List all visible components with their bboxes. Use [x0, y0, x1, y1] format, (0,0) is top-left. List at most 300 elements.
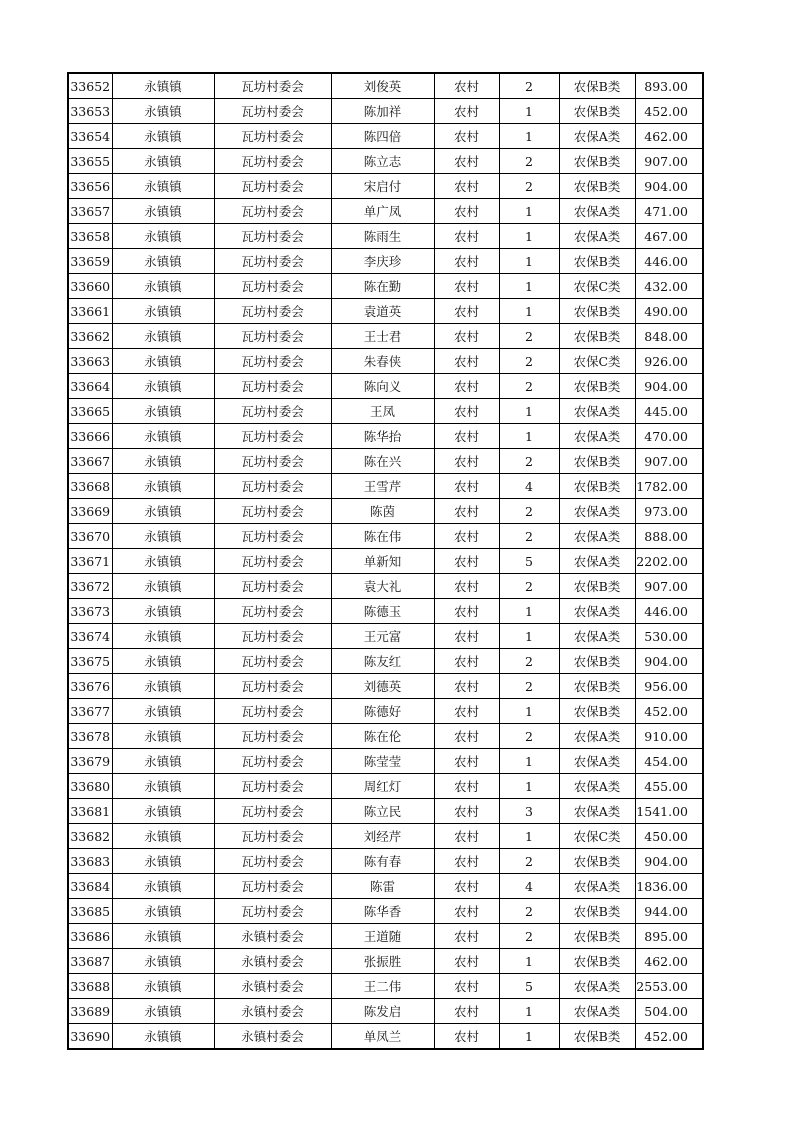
- cell-type: 农村: [434, 449, 499, 474]
- table-row: [68, 699, 703, 724]
- cell-category: 农保A类: [559, 799, 635, 824]
- table-row: [68, 574, 703, 599]
- cell-id: 33684: [68, 874, 112, 899]
- cell-name: 宋启付: [331, 174, 434, 199]
- table-row: [68, 424, 703, 449]
- cell-id: 33665: [68, 399, 112, 424]
- cell-type: 农村: [434, 299, 499, 324]
- cell-count: 3: [499, 799, 559, 824]
- cell-village: 瓦坊村委会: [214, 174, 331, 199]
- cell-town: 永镇镇: [112, 749, 214, 774]
- cell-count: 1: [499, 774, 559, 799]
- cell-name: 陈发启: [331, 999, 434, 1024]
- cell-type: 农村: [434, 899, 499, 924]
- cell-name: 陈友红: [331, 649, 434, 674]
- cell-village: 瓦坊村委会: [214, 724, 331, 749]
- table-row: [68, 349, 703, 374]
- cell-category: 农保B类: [559, 174, 635, 199]
- cell-count: 1: [499, 699, 559, 724]
- cell-category: 农保A类: [559, 549, 635, 574]
- cell-id: 33675: [68, 649, 112, 674]
- cell-type: 农村: [434, 849, 499, 874]
- cell-count: 1: [499, 424, 559, 449]
- cell-town: 永镇镇: [112, 599, 214, 624]
- cell-village: 瓦坊村委会: [214, 149, 331, 174]
- cell-id: 33687: [68, 949, 112, 974]
- cell-village: 瓦坊村委会: [214, 874, 331, 899]
- cell-village: 瓦坊村委会: [214, 649, 331, 674]
- cell-village: 瓦坊村委会: [214, 349, 331, 374]
- table-row: [68, 224, 703, 249]
- cell-category: 农保A类: [559, 499, 635, 524]
- cell-id: 33652: [68, 73, 112, 99]
- cell-category: 农保B类: [559, 249, 635, 274]
- cell-amount: 926.00: [635, 349, 703, 374]
- cell-type: 农村: [434, 949, 499, 974]
- cell-town: 永镇镇: [112, 1024, 214, 1050]
- cell-amount: 904.00: [635, 174, 703, 199]
- cell-count: 2: [499, 174, 559, 199]
- table-row: [68, 749, 703, 774]
- table-row: [68, 599, 703, 624]
- cell-count: 2: [499, 724, 559, 749]
- cell-town: 永镇镇: [112, 449, 214, 474]
- cell-village: 瓦坊村委会: [214, 824, 331, 849]
- cell-category: 农保A类: [559, 874, 635, 899]
- cell-amount: 470.00: [635, 424, 703, 449]
- cell-village: 瓦坊村委会: [214, 499, 331, 524]
- cell-category: 农保A类: [559, 999, 635, 1024]
- cell-amount: 454.00: [635, 749, 703, 774]
- cell-count: 2: [499, 674, 559, 699]
- cell-amount: 432.00: [635, 274, 703, 299]
- table-row: [68, 824, 703, 849]
- cell-id: 33662: [68, 324, 112, 349]
- cell-count: 2: [499, 73, 559, 99]
- cell-amount: 956.00: [635, 674, 703, 699]
- cell-type: 农村: [434, 124, 499, 149]
- cell-category: 农保B类: [559, 324, 635, 349]
- cell-village: 永镇村委会: [214, 949, 331, 974]
- cell-name: 张振胜: [331, 949, 434, 974]
- cell-count: 2: [499, 349, 559, 374]
- cell-amount: 907.00: [635, 449, 703, 474]
- cell-village: 瓦坊村委会: [214, 224, 331, 249]
- table-row: [68, 499, 703, 524]
- table-row: [68, 324, 703, 349]
- cell-count: 2: [499, 324, 559, 349]
- cell-category: 农保A类: [559, 224, 635, 249]
- cell-village: 瓦坊村委会: [214, 449, 331, 474]
- cell-id: 33659: [68, 249, 112, 274]
- cell-name: 朱春侠: [331, 349, 434, 374]
- table-row: [68, 249, 703, 274]
- cell-name: 陈在伟: [331, 524, 434, 549]
- cell-amount: 446.00: [635, 249, 703, 274]
- cell-id: 33672: [68, 574, 112, 599]
- cell-type: 农村: [434, 524, 499, 549]
- table-row: [68, 924, 703, 949]
- cell-town: 永镇镇: [112, 299, 214, 324]
- cell-town: 永镇镇: [112, 799, 214, 824]
- cell-id: 33670: [68, 524, 112, 549]
- cell-id: 33661: [68, 299, 112, 324]
- cell-category: 农保A类: [559, 724, 635, 749]
- cell-type: 农村: [434, 374, 499, 399]
- cell-amount: 2553.00: [635, 974, 703, 999]
- cell-town: 永镇镇: [112, 924, 214, 949]
- cell-id: 33688: [68, 974, 112, 999]
- cell-amount: 452.00: [635, 1024, 703, 1050]
- cell-type: 农村: [434, 624, 499, 649]
- cell-type: 农村: [434, 474, 499, 499]
- cell-town: 永镇镇: [112, 174, 214, 199]
- cell-id: 33669: [68, 499, 112, 524]
- cell-town: 永镇镇: [112, 374, 214, 399]
- cell-count: 1: [499, 824, 559, 849]
- cell-count: 1: [499, 624, 559, 649]
- cell-id: 33673: [68, 599, 112, 624]
- cell-amount: 910.00: [635, 724, 703, 749]
- cell-type: 农村: [434, 549, 499, 574]
- cell-name: 陈德好: [331, 699, 434, 724]
- cell-type: 农村: [434, 99, 499, 124]
- cell-name: 陈立民: [331, 799, 434, 824]
- cell-count: 1: [499, 399, 559, 424]
- cell-village: 永镇村委会: [214, 1024, 331, 1050]
- cell-count: 2: [499, 924, 559, 949]
- cell-town: 永镇镇: [112, 999, 214, 1024]
- cell-category: 农保A类: [559, 774, 635, 799]
- cell-town: 永镇镇: [112, 474, 214, 499]
- table-row: [68, 374, 703, 399]
- cell-id: 33682: [68, 824, 112, 849]
- cell-name: 刘经芹: [331, 824, 434, 849]
- table-row: [68, 549, 703, 574]
- table-row: [68, 849, 703, 874]
- cell-amount: 455.00: [635, 774, 703, 799]
- cell-category: 农保B类: [559, 99, 635, 124]
- cell-name: 陈有春: [331, 849, 434, 874]
- cell-name: 陈德玉: [331, 599, 434, 624]
- cell-type: 农村: [434, 274, 499, 299]
- cell-town: 永镇镇: [112, 874, 214, 899]
- cell-id: 33686: [68, 924, 112, 949]
- cell-id: 33678: [68, 724, 112, 749]
- cell-id: 33654: [68, 124, 112, 149]
- cell-category: 农保A类: [559, 599, 635, 624]
- cell-id: 33666: [68, 424, 112, 449]
- cell-count: 2: [499, 849, 559, 874]
- cell-category: 农保A类: [559, 624, 635, 649]
- table-row: [68, 774, 703, 799]
- cell-name: 陈莹莹: [331, 749, 434, 774]
- cell-type: 农村: [434, 149, 499, 174]
- table-row: [68, 99, 703, 124]
- cell-count: 5: [499, 549, 559, 574]
- table-row: [68, 799, 703, 824]
- cell-name: 单广凤: [331, 199, 434, 224]
- table-row: [68, 299, 703, 324]
- cell-village: 瓦坊村委会: [214, 249, 331, 274]
- cell-village: 永镇村委会: [214, 999, 331, 1024]
- cell-amount: 450.00: [635, 824, 703, 849]
- cell-amount: 907.00: [635, 574, 703, 599]
- cell-name: 陈雨生: [331, 224, 434, 249]
- cell-name: 陈立志: [331, 149, 434, 174]
- cell-town: 永镇镇: [112, 99, 214, 124]
- cell-id: 33679: [68, 749, 112, 774]
- cell-name: 陈茵: [331, 499, 434, 524]
- cell-town: 永镇镇: [112, 524, 214, 549]
- cell-category: 农保C类: [559, 824, 635, 849]
- cell-town: 永镇镇: [112, 73, 214, 99]
- table-row: [68, 624, 703, 649]
- table-row: [68, 874, 703, 899]
- cell-town: 永镇镇: [112, 199, 214, 224]
- cell-town: 永镇镇: [112, 699, 214, 724]
- cell-name: 刘德英: [331, 674, 434, 699]
- cell-type: 农村: [434, 774, 499, 799]
- table-row: [68, 174, 703, 199]
- table-row: [68, 524, 703, 549]
- cell-name: 陈在伦: [331, 724, 434, 749]
- cell-town: 永镇镇: [112, 949, 214, 974]
- cell-amount: 504.00: [635, 999, 703, 1024]
- cell-category: 农保A类: [559, 399, 635, 424]
- cell-category: 农保C类: [559, 274, 635, 299]
- cell-village: 永镇村委会: [214, 974, 331, 999]
- cell-id: 33690: [68, 1024, 112, 1050]
- cell-type: 农村: [434, 599, 499, 624]
- cell-amount: 888.00: [635, 524, 703, 549]
- cell-village: 瓦坊村委会: [214, 674, 331, 699]
- cell-name: 陈在勤: [331, 274, 434, 299]
- cell-village: 瓦坊村委会: [214, 99, 331, 124]
- cell-amount: 893.00: [635, 73, 703, 99]
- cell-count: 1: [499, 949, 559, 974]
- cell-category: 农保B类: [559, 299, 635, 324]
- cell-amount: 530.00: [635, 624, 703, 649]
- cell-amount: 904.00: [635, 374, 703, 399]
- table-row: [68, 649, 703, 674]
- cell-town: 永镇镇: [112, 124, 214, 149]
- cell-amount: 490.00: [635, 299, 703, 324]
- table-row: [68, 474, 703, 499]
- cell-name: 陈加祥: [331, 99, 434, 124]
- cell-category: 农保B类: [559, 1024, 635, 1050]
- cell-town: 永镇镇: [112, 424, 214, 449]
- cell-town: 永镇镇: [112, 349, 214, 374]
- cell-village: 瓦坊村委会: [214, 899, 331, 924]
- cell-village: 瓦坊村委会: [214, 749, 331, 774]
- cell-name: 单新知: [331, 549, 434, 574]
- cell-type: 农村: [434, 574, 499, 599]
- cell-town: 永镇镇: [112, 899, 214, 924]
- cell-type: 农村: [434, 649, 499, 674]
- cell-category: 农保B类: [559, 649, 635, 674]
- cell-name: 王道随: [331, 924, 434, 949]
- cell-id: 33685: [68, 899, 112, 924]
- cell-type: 农村: [434, 674, 499, 699]
- cell-amount: 907.00: [635, 149, 703, 174]
- cell-village: 瓦坊村委会: [214, 699, 331, 724]
- cell-id: 33683: [68, 849, 112, 874]
- cell-type: 农村: [434, 824, 499, 849]
- cell-count: 2: [499, 374, 559, 399]
- cell-village: 瓦坊村委会: [214, 574, 331, 599]
- cell-village: 瓦坊村委会: [214, 599, 331, 624]
- cell-village: 永镇村委会: [214, 924, 331, 949]
- cell-amount: 944.00: [635, 899, 703, 924]
- cell-count: 1: [499, 124, 559, 149]
- cell-name: 单凤兰: [331, 1024, 434, 1050]
- cell-category: 农保A类: [559, 199, 635, 224]
- cell-type: 农村: [434, 749, 499, 774]
- cell-village: 瓦坊村委会: [214, 73, 331, 99]
- cell-type: 农村: [434, 224, 499, 249]
- cell-category: 农保B类: [559, 449, 635, 474]
- cell-category: 农保B类: [559, 849, 635, 874]
- cell-name: 陈华抬: [331, 424, 434, 449]
- cell-amount: 452.00: [635, 699, 703, 724]
- cell-type: 农村: [434, 924, 499, 949]
- cell-amount: 904.00: [635, 649, 703, 674]
- cell-id: 33655: [68, 149, 112, 174]
- cell-count: 1: [499, 749, 559, 774]
- cell-id: 33677: [68, 699, 112, 724]
- cell-type: 农村: [434, 174, 499, 199]
- cell-type: 农村: [434, 249, 499, 274]
- cell-id: 33668: [68, 474, 112, 499]
- cell-amount: 895.00: [635, 924, 703, 949]
- table-row: [68, 399, 703, 424]
- cell-type: 农村: [434, 324, 499, 349]
- cell-name: 陈在兴: [331, 449, 434, 474]
- cell-town: 永镇镇: [112, 149, 214, 174]
- table-row: [68, 149, 703, 174]
- cell-count: 2: [499, 574, 559, 599]
- cell-count: 1: [499, 299, 559, 324]
- table-row: [68, 974, 703, 999]
- cell-town: 永镇镇: [112, 499, 214, 524]
- table-row: [68, 724, 703, 749]
- cell-type: 农村: [434, 874, 499, 899]
- cell-count: 1: [499, 274, 559, 299]
- cell-name: 袁大礼: [331, 574, 434, 599]
- cell-category: 农保B类: [559, 474, 635, 499]
- cell-count: 1: [499, 199, 559, 224]
- cell-id: 33689: [68, 999, 112, 1024]
- cell-id: 33674: [68, 624, 112, 649]
- cell-count: 1: [499, 599, 559, 624]
- cell-id: 33680: [68, 774, 112, 799]
- cell-town: 永镇镇: [112, 224, 214, 249]
- table-row: [68, 1024, 703, 1050]
- cell-count: 1: [499, 224, 559, 249]
- cell-village: 瓦坊村委会: [214, 124, 331, 149]
- cell-type: 农村: [434, 349, 499, 374]
- cell-town: 永镇镇: [112, 724, 214, 749]
- cell-name: 王二伟: [331, 974, 434, 999]
- cell-category: 农保A类: [559, 424, 635, 449]
- cell-village: 瓦坊村委会: [214, 374, 331, 399]
- cell-amount: 452.00: [635, 99, 703, 124]
- cell-name: 周红灯: [331, 774, 434, 799]
- cell-id: 33681: [68, 799, 112, 824]
- cell-amount: 904.00: [635, 849, 703, 874]
- table-row: [68, 199, 703, 224]
- cell-count: 2: [499, 899, 559, 924]
- cell-amount: 446.00: [635, 599, 703, 624]
- cell-id: 33663: [68, 349, 112, 374]
- table-row: [68, 949, 703, 974]
- cell-count: 1: [499, 1024, 559, 1050]
- cell-id: 33676: [68, 674, 112, 699]
- cell-name: 王雪芹: [331, 474, 434, 499]
- cell-village: 瓦坊村委会: [214, 524, 331, 549]
- cell-name: 王士君: [331, 324, 434, 349]
- cell-category: 农保B类: [559, 899, 635, 924]
- cell-town: 永镇镇: [112, 824, 214, 849]
- cell-count: 4: [499, 874, 559, 899]
- cell-town: 永镇镇: [112, 249, 214, 274]
- cell-town: 永镇镇: [112, 549, 214, 574]
- cell-amount: 2202.00: [635, 549, 703, 574]
- cell-town: 永镇镇: [112, 649, 214, 674]
- cell-amount: 462.00: [635, 949, 703, 974]
- cell-town: 永镇镇: [112, 974, 214, 999]
- cell-id: 33658: [68, 224, 112, 249]
- cell-village: 瓦坊村委会: [214, 199, 331, 224]
- data-table: [67, 72, 704, 1050]
- cell-amount: 848.00: [635, 324, 703, 349]
- cell-category: 农保B类: [559, 699, 635, 724]
- cell-category: 农保A类: [559, 124, 635, 149]
- cell-town: 永镇镇: [112, 574, 214, 599]
- cell-village: 瓦坊村委会: [214, 399, 331, 424]
- cell-count: 2: [499, 449, 559, 474]
- cell-name: 袁道英: [331, 299, 434, 324]
- cell-amount: 1782.00: [635, 474, 703, 499]
- cell-category: 农保A类: [559, 524, 635, 549]
- cell-category: 农保C类: [559, 349, 635, 374]
- cell-village: 瓦坊村委会: [214, 624, 331, 649]
- cell-type: 农村: [434, 499, 499, 524]
- cell-amount: 1541.00: [635, 799, 703, 824]
- cell-count: 2: [499, 149, 559, 174]
- cell-id: 33660: [68, 274, 112, 299]
- cell-town: 永镇镇: [112, 849, 214, 874]
- cell-id: 33664: [68, 374, 112, 399]
- table-row: [68, 999, 703, 1024]
- cell-category: 农保B类: [559, 949, 635, 974]
- cell-village: 瓦坊村委会: [214, 474, 331, 499]
- cell-village: 瓦坊村委会: [214, 849, 331, 874]
- cell-village: 瓦坊村委会: [214, 324, 331, 349]
- cell-id: 33653: [68, 99, 112, 124]
- table-row: [68, 73, 703, 99]
- cell-type: 农村: [434, 399, 499, 424]
- cell-type: 农村: [434, 1024, 499, 1050]
- cell-name: 李庆珍: [331, 249, 434, 274]
- table-row: [68, 899, 703, 924]
- cell-category: 农保B类: [559, 674, 635, 699]
- cell-amount: 973.00: [635, 499, 703, 524]
- cell-type: 农村: [434, 724, 499, 749]
- cell-name: 刘俊英: [331, 73, 434, 99]
- cell-type: 农村: [434, 799, 499, 824]
